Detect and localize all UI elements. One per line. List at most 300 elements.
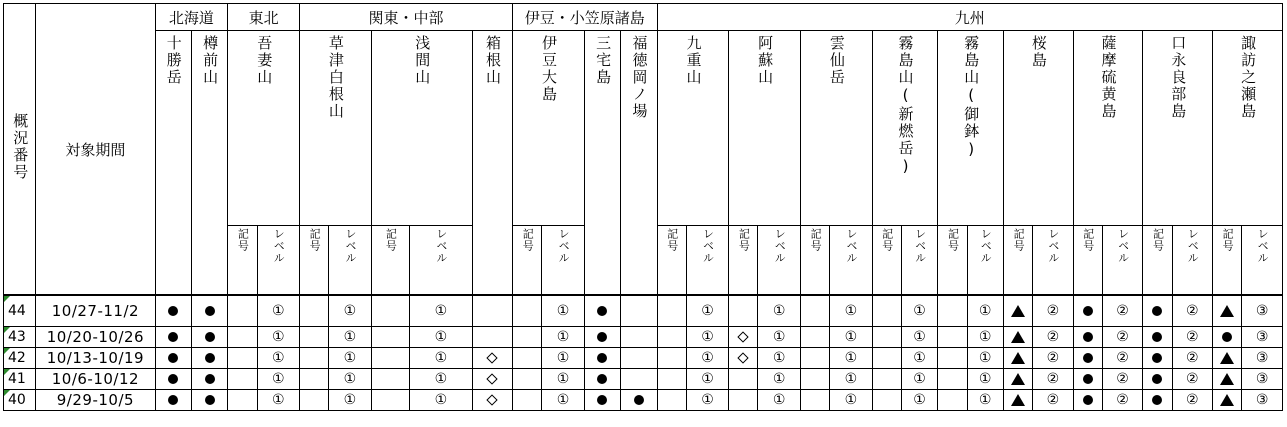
symbol-cell bbox=[513, 295, 542, 327]
alert-level: ① bbox=[434, 392, 448, 408]
alert-level: ① bbox=[844, 303, 858, 319]
filled-circle-icon bbox=[168, 306, 178, 316]
symbol-cell bbox=[1003, 390, 1032, 411]
row-index: 43 bbox=[4, 327, 36, 348]
alert-level: ① bbox=[434, 350, 448, 366]
filled-triangle-icon bbox=[1011, 352, 1025, 364]
level-cell bbox=[257, 295, 299, 327]
symbol-header: 記号 bbox=[1143, 226, 1172, 296]
symbol-cell bbox=[729, 369, 758, 390]
symbol-cell bbox=[299, 390, 328, 411]
symbol-cell bbox=[800, 390, 829, 411]
region-kyushu: 九州 bbox=[657, 4, 1283, 31]
region-izu-ogasawara: 伊豆・小笠原諸島 bbox=[513, 4, 657, 31]
level-cell bbox=[901, 369, 937, 390]
filled-circle-icon bbox=[1083, 306, 1093, 316]
alert-level: ① bbox=[556, 350, 570, 366]
filled-circle-icon bbox=[1152, 395, 1162, 405]
alert-level: ① bbox=[978, 392, 992, 408]
region-tohoku: 東北 bbox=[228, 4, 300, 31]
alert-level: ① bbox=[556, 303, 570, 319]
symbol-cell bbox=[621, 348, 657, 369]
symbol-cell bbox=[657, 327, 686, 348]
symbol-cell bbox=[584, 390, 620, 411]
level-cell bbox=[967, 390, 1003, 411]
filled-circle-icon bbox=[1083, 353, 1093, 363]
alert-level: ① bbox=[772, 350, 786, 366]
symbol-cell bbox=[191, 390, 227, 411]
symbol-cell bbox=[228, 348, 257, 369]
symbol-cell bbox=[938, 348, 967, 369]
symbol-cell bbox=[938, 327, 967, 348]
symbol-header: 記号 bbox=[657, 226, 686, 296]
level-cell bbox=[1242, 295, 1283, 327]
filled-triangle-icon bbox=[1220, 394, 1234, 406]
alert-level: ② bbox=[1046, 329, 1060, 345]
symbol-header: 記号 bbox=[1003, 226, 1032, 296]
level-cell bbox=[1033, 295, 1073, 327]
level-cell bbox=[901, 348, 937, 369]
alert-level: ① bbox=[434, 329, 448, 345]
level-cell bbox=[830, 348, 872, 369]
symbol-cell bbox=[1003, 295, 1032, 327]
symbol-cell bbox=[513, 369, 542, 390]
symbol-cell bbox=[800, 327, 829, 348]
volcano-suwanose: 諏訪之瀬島 bbox=[1212, 31, 1282, 226]
symbol-cell bbox=[1143, 295, 1172, 327]
alert-level: ① bbox=[343, 350, 357, 366]
symbol-cell bbox=[228, 390, 257, 411]
filled-circle-icon bbox=[597, 332, 607, 342]
alert-level: ② bbox=[1046, 350, 1060, 366]
level-cell bbox=[758, 348, 800, 369]
volcano-kuju: 九重山 bbox=[657, 31, 729, 226]
level-cell bbox=[410, 295, 473, 327]
level-cell bbox=[686, 369, 728, 390]
volcano-oshima: 伊豆大島 bbox=[513, 31, 585, 226]
symbol-cell bbox=[1143, 390, 1172, 411]
symbol-cell bbox=[800, 348, 829, 369]
symbol-cell bbox=[299, 295, 328, 327]
alert-level: ② bbox=[1185, 350, 1199, 366]
level-cell bbox=[1242, 348, 1283, 369]
volcano-unzen: 雲仙岳 bbox=[800, 31, 872, 226]
level-cell bbox=[901, 327, 937, 348]
row-index: 42 bbox=[4, 348, 36, 369]
level-cell bbox=[1033, 327, 1073, 348]
table-row bbox=[4, 348, 1283, 369]
volcano-ohachi: 霧島山(御鉢) bbox=[938, 31, 1004, 226]
filled-circle-icon bbox=[597, 374, 607, 384]
level-cell bbox=[1033, 348, 1073, 369]
filled-circle-icon bbox=[168, 395, 178, 405]
level-cell bbox=[542, 369, 584, 390]
symbol-cell bbox=[472, 390, 512, 411]
alert-level: ① bbox=[978, 329, 992, 345]
alert-level: ② bbox=[1046, 303, 1060, 319]
filled-circle-icon bbox=[1152, 306, 1162, 316]
alert-level: ① bbox=[772, 392, 786, 408]
alert-level: ② bbox=[1116, 371, 1129, 387]
symbol-cell bbox=[371, 348, 409, 369]
level-header: レベル bbox=[967, 226, 1003, 296]
table-row bbox=[4, 390, 1283, 411]
symbol-cell bbox=[657, 369, 686, 390]
alert-level: ① bbox=[844, 329, 858, 345]
symbol-cell bbox=[1212, 348, 1241, 369]
row-period: 10/20-10/26 bbox=[36, 327, 155, 348]
row-period: 10/13-10/19 bbox=[36, 348, 155, 369]
level-cell bbox=[257, 327, 299, 348]
row-period: 10/6-10/12 bbox=[36, 369, 155, 390]
symbol-cell bbox=[621, 390, 657, 411]
alert-level: ① bbox=[556, 329, 570, 345]
level-cell bbox=[1102, 390, 1142, 411]
symbol-cell bbox=[584, 348, 620, 369]
filled-circle-icon bbox=[597, 395, 607, 405]
diamond-icon bbox=[487, 394, 498, 405]
symbol-cell bbox=[584, 295, 620, 327]
alert-level: ① bbox=[844, 371, 858, 387]
filled-triangle-icon bbox=[1011, 305, 1025, 317]
symbol-cell bbox=[513, 390, 542, 411]
alert-level: ① bbox=[701, 329, 714, 345]
alert-level: ① bbox=[343, 329, 357, 345]
volcano-tarumae: 樽前山 bbox=[191, 31, 227, 296]
filled-circle-icon bbox=[205, 332, 215, 342]
symbol-cell bbox=[729, 327, 758, 348]
level-cell bbox=[758, 369, 800, 390]
alert-level: ③ bbox=[1255, 392, 1269, 408]
filled-circle-icon bbox=[205, 306, 215, 316]
level-cell bbox=[967, 348, 1003, 369]
alert-level: ① bbox=[343, 371, 357, 387]
filled-circle-icon bbox=[1083, 395, 1093, 405]
level-cell bbox=[901, 390, 937, 411]
symbol-header: 記号 bbox=[800, 226, 829, 296]
symbol-cell bbox=[621, 369, 657, 390]
alert-level: ① bbox=[556, 371, 570, 387]
level-cell bbox=[1102, 348, 1142, 369]
volcano-azuma: 吾妻山 bbox=[228, 31, 300, 226]
row-period: 9/29-10/5 bbox=[36, 390, 155, 411]
symbol-cell bbox=[1003, 348, 1032, 369]
symbol-cell bbox=[1073, 327, 1102, 348]
level-header: レベル bbox=[257, 226, 299, 296]
volcano-shinmoe: 霧島山(新燃岳) bbox=[872, 31, 938, 226]
symbol-cell bbox=[1073, 369, 1102, 390]
symbol-cell bbox=[513, 348, 542, 369]
filled-circle-icon bbox=[597, 353, 607, 363]
level-cell bbox=[1172, 327, 1212, 348]
alert-level: ① bbox=[271, 329, 285, 345]
filled-triangle-icon bbox=[1220, 352, 1234, 364]
alert-level: ② bbox=[1116, 392, 1129, 408]
alert-level: ② bbox=[1185, 371, 1199, 387]
level-cell bbox=[1172, 295, 1212, 327]
level-cell bbox=[967, 295, 1003, 327]
level-header: レベル bbox=[758, 226, 800, 296]
volcano-tokachi: 十勝岳 bbox=[155, 31, 191, 296]
filled-triangle-icon bbox=[1220, 305, 1234, 317]
symbol-header: 記号 bbox=[513, 226, 542, 296]
alert-level: ③ bbox=[1255, 350, 1269, 366]
row-index: 41 bbox=[4, 369, 36, 390]
alert-level: ① bbox=[271, 303, 285, 319]
filled-circle-icon bbox=[597, 306, 607, 316]
symbol-cell bbox=[1212, 295, 1241, 327]
symbol-cell bbox=[621, 295, 657, 327]
symbol-cell bbox=[299, 369, 328, 390]
alert-level: ① bbox=[913, 371, 926, 387]
table-row bbox=[4, 295, 1283, 327]
row-period: 10/27-11/2 bbox=[36, 295, 155, 327]
level-cell bbox=[1102, 327, 1142, 348]
level-cell bbox=[1172, 348, 1212, 369]
level-cell bbox=[1033, 369, 1073, 390]
symbol-cell bbox=[657, 390, 686, 411]
level-cell bbox=[257, 348, 299, 369]
level-cell bbox=[329, 369, 371, 390]
alert-level: ① bbox=[271, 392, 285, 408]
alert-level: ① bbox=[434, 371, 448, 387]
symbol-cell bbox=[472, 348, 512, 369]
symbol-cell bbox=[513, 327, 542, 348]
alert-level: ③ bbox=[1255, 371, 1269, 387]
filled-circle-icon bbox=[168, 374, 178, 384]
period-header: 対象期間 bbox=[36, 4, 155, 296]
symbol-cell bbox=[938, 390, 967, 411]
diamond-icon bbox=[738, 352, 749, 363]
diamond-icon bbox=[487, 352, 498, 363]
level-cell bbox=[542, 390, 584, 411]
level-cell bbox=[686, 390, 728, 411]
level-cell bbox=[967, 369, 1003, 390]
filled-circle-icon bbox=[205, 374, 215, 384]
level-cell bbox=[1102, 369, 1142, 390]
symbol-cell bbox=[872, 348, 901, 369]
symbol-cell bbox=[191, 348, 227, 369]
level-cell bbox=[329, 295, 371, 327]
level-header: レベル bbox=[901, 226, 937, 296]
level-cell bbox=[329, 327, 371, 348]
alert-level: ② bbox=[1185, 303, 1199, 319]
symbol-cell bbox=[872, 390, 901, 411]
alert-level: ① bbox=[772, 329, 786, 345]
row-index: 40 bbox=[4, 390, 36, 411]
level-cell bbox=[257, 369, 299, 390]
alert-level: ② bbox=[1116, 350, 1129, 366]
alert-level: ② bbox=[1116, 329, 1129, 345]
symbol-cell bbox=[191, 295, 227, 327]
symbol-header: 記号 bbox=[729, 226, 758, 296]
level-cell bbox=[410, 369, 473, 390]
symbol-cell bbox=[584, 327, 620, 348]
symbol-cell bbox=[872, 327, 901, 348]
symbol-cell bbox=[371, 369, 409, 390]
level-cell bbox=[1242, 369, 1283, 390]
symbol-header: 記号 bbox=[1212, 226, 1241, 296]
level-header: レベル bbox=[1242, 226, 1283, 296]
level-header: レベル bbox=[1033, 226, 1073, 296]
filled-triangle-icon bbox=[1011, 394, 1025, 406]
level-cell bbox=[686, 295, 728, 327]
level-cell bbox=[1172, 390, 1212, 411]
level-cell bbox=[758, 295, 800, 327]
symbol-cell bbox=[299, 348, 328, 369]
filled-circle-icon bbox=[1152, 353, 1162, 363]
alert-level: ① bbox=[271, 371, 285, 387]
alert-level: ① bbox=[978, 371, 992, 387]
alert-level: ① bbox=[343, 303, 357, 319]
level-header: レベル bbox=[686, 226, 728, 296]
symbol-cell bbox=[191, 369, 227, 390]
alert-level: ② bbox=[1046, 392, 1060, 408]
alert-level: ③ bbox=[1255, 303, 1269, 319]
symbol-cell bbox=[729, 390, 758, 411]
symbol-cell bbox=[1073, 348, 1102, 369]
level-cell bbox=[410, 348, 473, 369]
alert-level: ① bbox=[271, 350, 285, 366]
alert-level: ② bbox=[1116, 303, 1129, 319]
volcano-asama: 浅間山 bbox=[371, 31, 472, 226]
volcano-satsuma-iwojima: 薩摩硫黄島 bbox=[1073, 31, 1143, 226]
symbol-cell bbox=[1143, 327, 1172, 348]
level-cell bbox=[1102, 295, 1142, 327]
symbol-header: 記号 bbox=[371, 226, 409, 296]
symbol-header: 記号 bbox=[938, 226, 967, 296]
symbol-cell bbox=[1003, 369, 1032, 390]
alert-level: ① bbox=[701, 371, 714, 387]
symbol-cell bbox=[155, 295, 191, 327]
alert-level: ① bbox=[701, 350, 714, 366]
filled-circle-icon bbox=[205, 353, 215, 363]
level-cell bbox=[1172, 369, 1212, 390]
symbol-cell bbox=[800, 295, 829, 327]
level-cell bbox=[329, 390, 371, 411]
level-cell bbox=[329, 348, 371, 369]
table-row bbox=[4, 369, 1283, 390]
level-cell bbox=[410, 390, 473, 411]
level-header: レベル bbox=[329, 226, 371, 296]
row-index: 44 bbox=[4, 295, 36, 327]
level-cell bbox=[967, 327, 1003, 348]
symbol-cell bbox=[1143, 348, 1172, 369]
symbol-cell bbox=[472, 369, 512, 390]
filled-circle-icon bbox=[634, 395, 644, 405]
alert-level: ① bbox=[844, 350, 858, 366]
level-cell bbox=[686, 348, 728, 369]
level-cell bbox=[542, 295, 584, 327]
volcano-miyake: 三宅島 bbox=[584, 31, 620, 296]
alert-level: ② bbox=[1185, 329, 1199, 345]
alert-level: ① bbox=[913, 303, 926, 319]
filled-triangle-icon bbox=[1011, 373, 1025, 385]
alert-level: ① bbox=[913, 392, 926, 408]
symbol-cell bbox=[155, 369, 191, 390]
symbol-cell bbox=[800, 369, 829, 390]
volcano-kuchinoerabu: 口永良部島 bbox=[1143, 31, 1213, 226]
level-cell bbox=[1033, 390, 1073, 411]
alert-level: ② bbox=[1046, 371, 1060, 387]
alert-level: ① bbox=[844, 392, 858, 408]
volcano-fukutoku: 福徳岡ノ場 bbox=[621, 31, 657, 296]
alert-level: ① bbox=[343, 392, 357, 408]
diamond-icon bbox=[738, 331, 749, 342]
level-cell bbox=[1242, 390, 1283, 411]
level-cell bbox=[758, 390, 800, 411]
filled-circle-icon bbox=[1152, 374, 1162, 384]
level-header: レベル bbox=[1172, 226, 1212, 296]
alert-level: ② bbox=[1185, 392, 1199, 408]
volcano-kusatsu: 草津白根山 bbox=[299, 31, 371, 226]
volcano-activity-table bbox=[3, 3, 1283, 411]
symbol-cell bbox=[472, 295, 512, 327]
symbol-cell bbox=[155, 348, 191, 369]
symbol-cell bbox=[371, 295, 409, 327]
filled-circle-icon bbox=[1152, 332, 1162, 342]
level-cell bbox=[257, 390, 299, 411]
symbol-cell bbox=[371, 390, 409, 411]
level-cell bbox=[410, 327, 473, 348]
symbol-cell bbox=[1143, 369, 1172, 390]
diamond-icon bbox=[487, 373, 498, 384]
alert-level: ① bbox=[913, 329, 926, 345]
symbol-cell bbox=[729, 348, 758, 369]
volcano-hakone: 箱根山 bbox=[472, 31, 512, 296]
level-cell bbox=[830, 327, 872, 348]
symbol-cell bbox=[657, 348, 686, 369]
level-cell bbox=[830, 369, 872, 390]
alert-level: ① bbox=[978, 303, 992, 319]
symbol-cell bbox=[1212, 327, 1241, 348]
filled-circle-icon bbox=[205, 395, 215, 405]
filled-circle-icon bbox=[1083, 332, 1093, 342]
symbol-cell bbox=[729, 295, 758, 327]
symbol-cell bbox=[228, 327, 257, 348]
filled-circle-icon bbox=[1222, 332, 1232, 342]
alert-level: ① bbox=[978, 350, 992, 366]
symbol-cell bbox=[938, 295, 967, 327]
symbol-cell bbox=[584, 369, 620, 390]
symbol-cell bbox=[371, 327, 409, 348]
alert-level: ① bbox=[772, 371, 786, 387]
level-cell bbox=[830, 390, 872, 411]
volcano-sakurajima: 桜島 bbox=[1003, 31, 1073, 226]
symbol-header: 記号 bbox=[872, 226, 901, 296]
filled-circle-icon bbox=[1083, 374, 1093, 384]
symbol-cell bbox=[938, 369, 967, 390]
alert-level: ① bbox=[772, 303, 786, 319]
symbol-cell bbox=[472, 327, 512, 348]
table-row bbox=[4, 327, 1283, 348]
table-body bbox=[4, 295, 1283, 411]
level-cell bbox=[686, 327, 728, 348]
level-header: レベル bbox=[1102, 226, 1142, 296]
symbol-cell bbox=[228, 295, 257, 327]
alert-level: ① bbox=[701, 303, 714, 319]
symbol-header: 記号 bbox=[1073, 226, 1102, 296]
level-cell bbox=[830, 295, 872, 327]
symbol-cell bbox=[621, 327, 657, 348]
symbol-cell bbox=[1073, 390, 1102, 411]
symbol-cell bbox=[155, 327, 191, 348]
level-header: レベル bbox=[830, 226, 872, 296]
symbol-cell bbox=[1212, 390, 1241, 411]
symbol-cell bbox=[1212, 369, 1241, 390]
level-cell bbox=[901, 295, 937, 327]
symbol-cell bbox=[228, 369, 257, 390]
